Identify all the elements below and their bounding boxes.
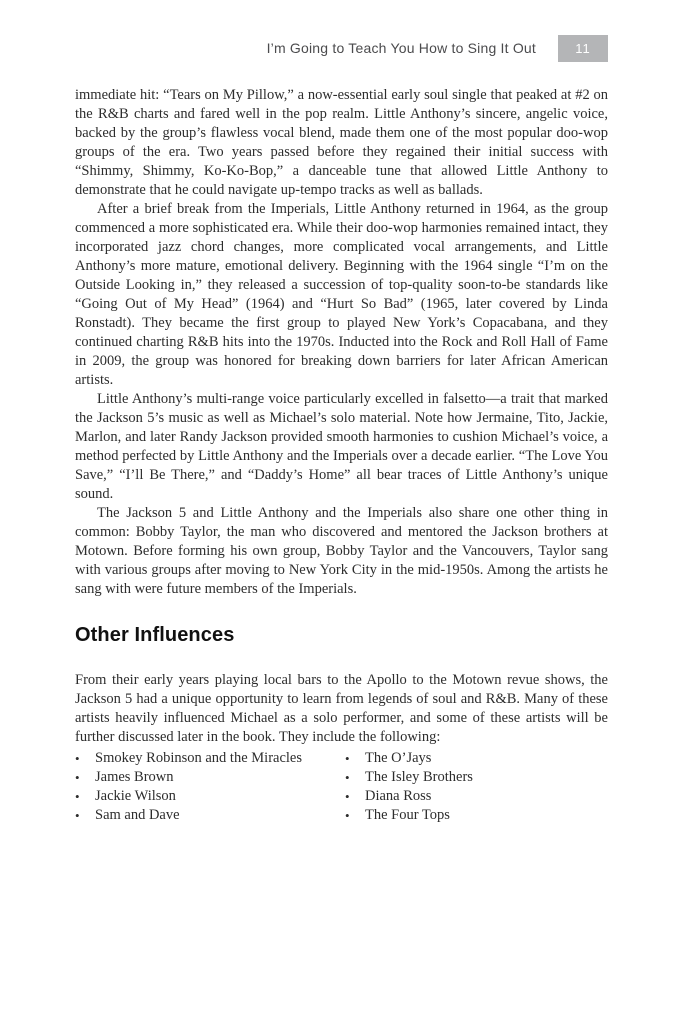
list-item — [75, 768, 345, 787]
section-intro-paragraph: From their early years playing local bars to the Apollo to the Motown revue shows, the Jackson 5 had a unique opportunity to learn from legends of soul and R&B. Many of these artists heavily influenced Michael as a solo performer, and some of these artists will be further discussed later in the book. They include the following: — [75, 672, 608, 745]
list-item — [75, 787, 345, 806]
bullet-marker: • — [345, 770, 350, 785]
list-item-label: The Four Tops — [365, 807, 450, 823]
influences-column-left — [75, 749, 345, 825]
list-item — [75, 806, 345, 825]
list-item-label: Sam and Dave — [95, 807, 180, 823]
list-item — [345, 768, 608, 787]
section-heading: Other Influences — [75, 624, 235, 646]
bullet-marker: • — [75, 751, 80, 766]
paragraph-3: Little Anthony’s multi-range voice particularly excelled in falsetto—a trait that marked the Jackson 5’s music as well as Michael’s solo material. Note how Jermaine, Tito, Jackie, Marlon, and later Randy Jackson provided smooth harmonies to cushion Michael’s voice, a method perfected by Little Anthony and the Imperials over a decade earlier. “The Love You Save,” “I’ll Be There,” and “Daddy’s Home” all bear traces of Little Anthony’s unique sound. — [75, 391, 608, 502]
influences-column-right — [345, 749, 608, 825]
influences-list — [75, 749, 608, 825]
list-item-label: The O’Jays — [365, 750, 432, 766]
list-item — [345, 787, 608, 806]
paragraph-4: The Jackson 5 and Little Anthony and the Imperials also share one other thing in common: Bobby Taylor, the man who discovered and mentored the Jackson brothers at Motown. Before forming his own group, Bobby Taylor and the Vancouvers, Taylor sang with various groups after moving to New York City in the mid-1950s. Among the artists he sang with were future members of the Imperials. — [75, 505, 608, 597]
list-item — [345, 806, 608, 825]
bullet-marker: • — [345, 789, 350, 804]
paragraph-2: After a brief break from the Imperials, Little Anthony returned in 1964, as the group commenced a more sophisticated era. While their doo-wop harmonies remained intact, they incorporated jazz chord changes, more complicated vocal arrangements, and Little Anthony’s more mature, emotional delivery. Beginning with the 1964 single “I’m on the Outside Looking in,” they released a succession of top-quality soon-to-be standards like “Going Out of My Head” (1964) and “Hurt So Bad” (1965, later covered by Linda Ronstadt). They became the first group to played New York’s Copacabana, and they continued charting R&B hits into the 1970s. Inducted into the Rock and Roll Hall of Fame in 2009, the group was honored for breaking down barriers for later African American artists. — [75, 201, 608, 388]
list-item-label: Smokey Robinson and the Miracles — [95, 750, 303, 766]
bullet-marker: • — [75, 789, 80, 804]
list-item-label: Jackie Wilson — [95, 788, 176, 804]
list-item — [345, 749, 608, 768]
list-item-label: Diana Ross — [365, 788, 432, 804]
page-number: 11 — [575, 40, 591, 56]
page-number-badge — [558, 35, 608, 62]
paragraph-1: immediate hit: “Tears on My Pillow,” a now-essential early soul single that peaked at #2 on the R&B charts and fared well in the pop realm. Little Anthony’s sincere, angelic voice, backed by the group’s flawless vocal blend, made them one of the most popular doo-wop groups of the era. Two years passed before they regained their initial success with “Shimmy, Shimmy, Ko-Ko-Bop,” a danceable tune that allowed Little Anthony to demonstrate that he could navigate up-tempo tracks as well as ballads. — [75, 87, 608, 198]
bullet-marker: • — [75, 808, 80, 823]
page-body — [75, 86, 608, 825]
list-item — [75, 749, 345, 768]
list-item-label: James Brown — [95, 769, 174, 785]
bullet-marker: • — [75, 770, 80, 785]
running-header — [75, 34, 608, 62]
list-item-label: The Isley Brothers — [365, 769, 473, 785]
bullet-marker: • — [345, 808, 350, 823]
running-title: I’m Going to Teach You How to Sing It Out — [266, 40, 536, 56]
bullet-marker: • — [345, 751, 350, 766]
